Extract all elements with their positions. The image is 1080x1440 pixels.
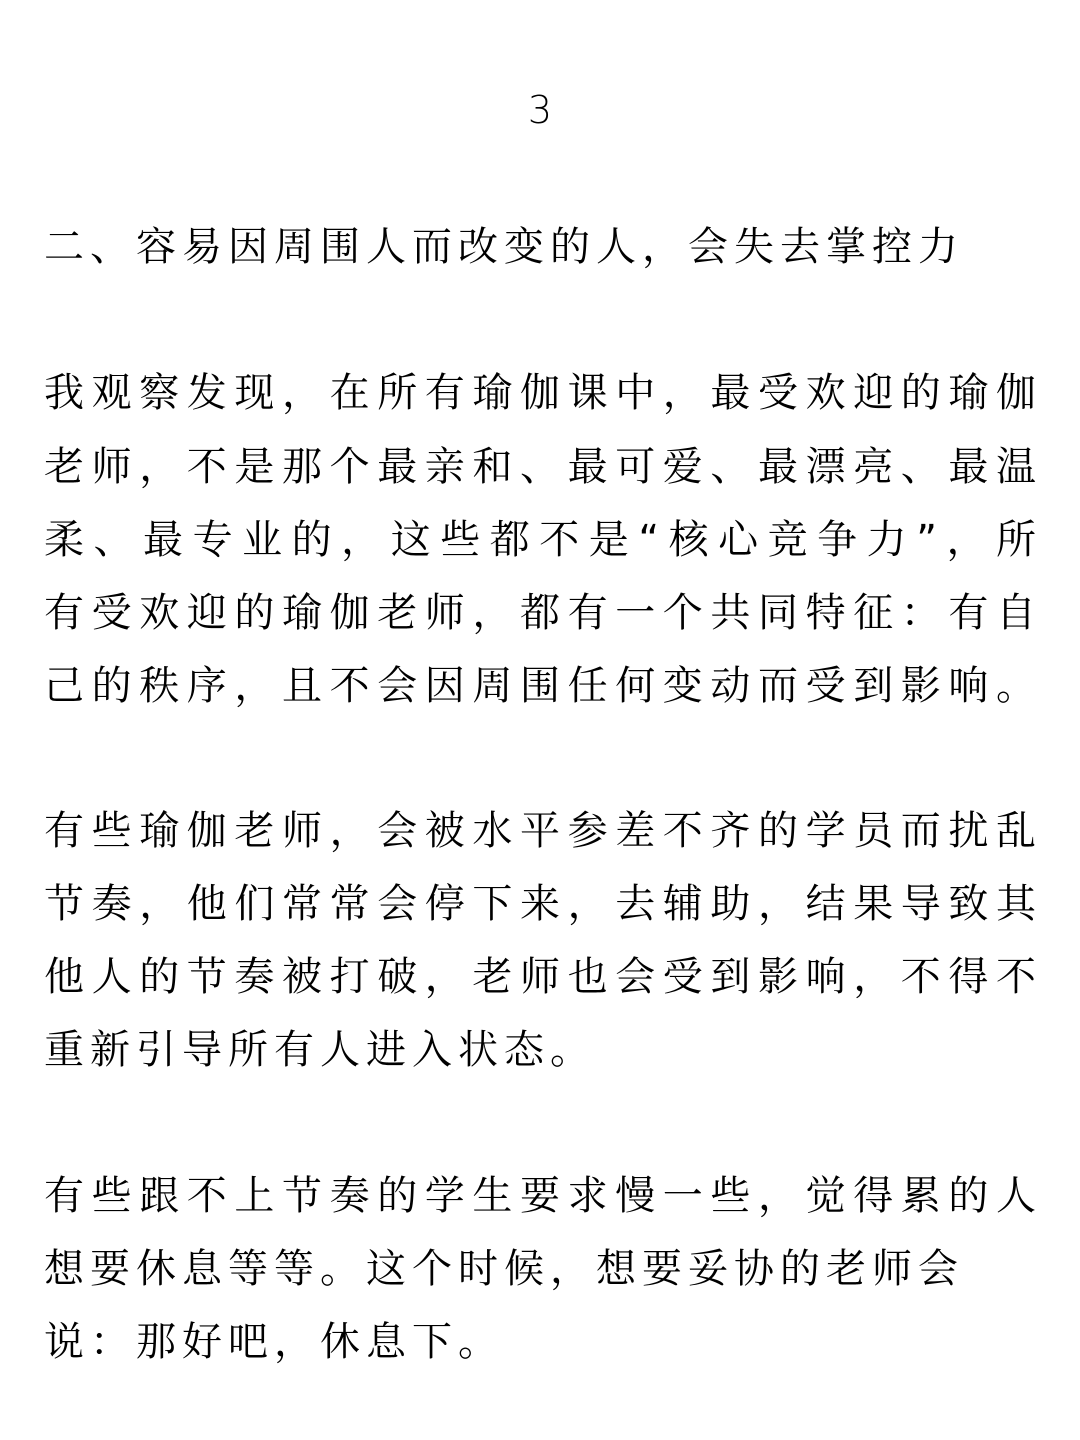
section-heading: 二、容易因周围人而改变的人，会失去掌控力 (44, 224, 964, 270)
paragraph-line: 他人的节奏被打破，老师也会受到影响，不得不 (44, 954, 1036, 1000)
paragraph-line: 己的秩序，且不会因周围任何变动而受到影响。 (44, 663, 1036, 709)
paragraph-line: 有受欢迎的瑜伽老师，都有一个共同特征：有自 (44, 590, 1036, 636)
paragraph-line: 有些跟不上节奏的学生要求慢一些，觉得累的人 (44, 1173, 1036, 1219)
paragraph-line: 我观察发现，在所有瑜伽课中，最受欢迎的瑜伽 (44, 370, 1036, 416)
page-number: 3 (527, 88, 553, 132)
paragraph-line: 想要休息等等。这个时候，想要妥协的老师会 (44, 1246, 964, 1292)
paragraph-line: 重新引导所有人进入状态。 (44, 1027, 596, 1073)
paragraph-line: 有些瑜伽老师，会被水平参差不齐的学员而扰乱 (44, 808, 1036, 854)
paragraph-line: 老师，不是那个最亲和、最可爱、最漂亮、最温 (44, 444, 1036, 490)
paragraph-line: 柔、最专业的，这些都不是“核心竞争力”，所 (44, 517, 1036, 563)
paragraph-line: 说：那好吧，休息下。 (44, 1319, 504, 1365)
paragraph-line: 节奏，他们常常会停下来，去辅助，结果导致其 (44, 881, 1036, 927)
